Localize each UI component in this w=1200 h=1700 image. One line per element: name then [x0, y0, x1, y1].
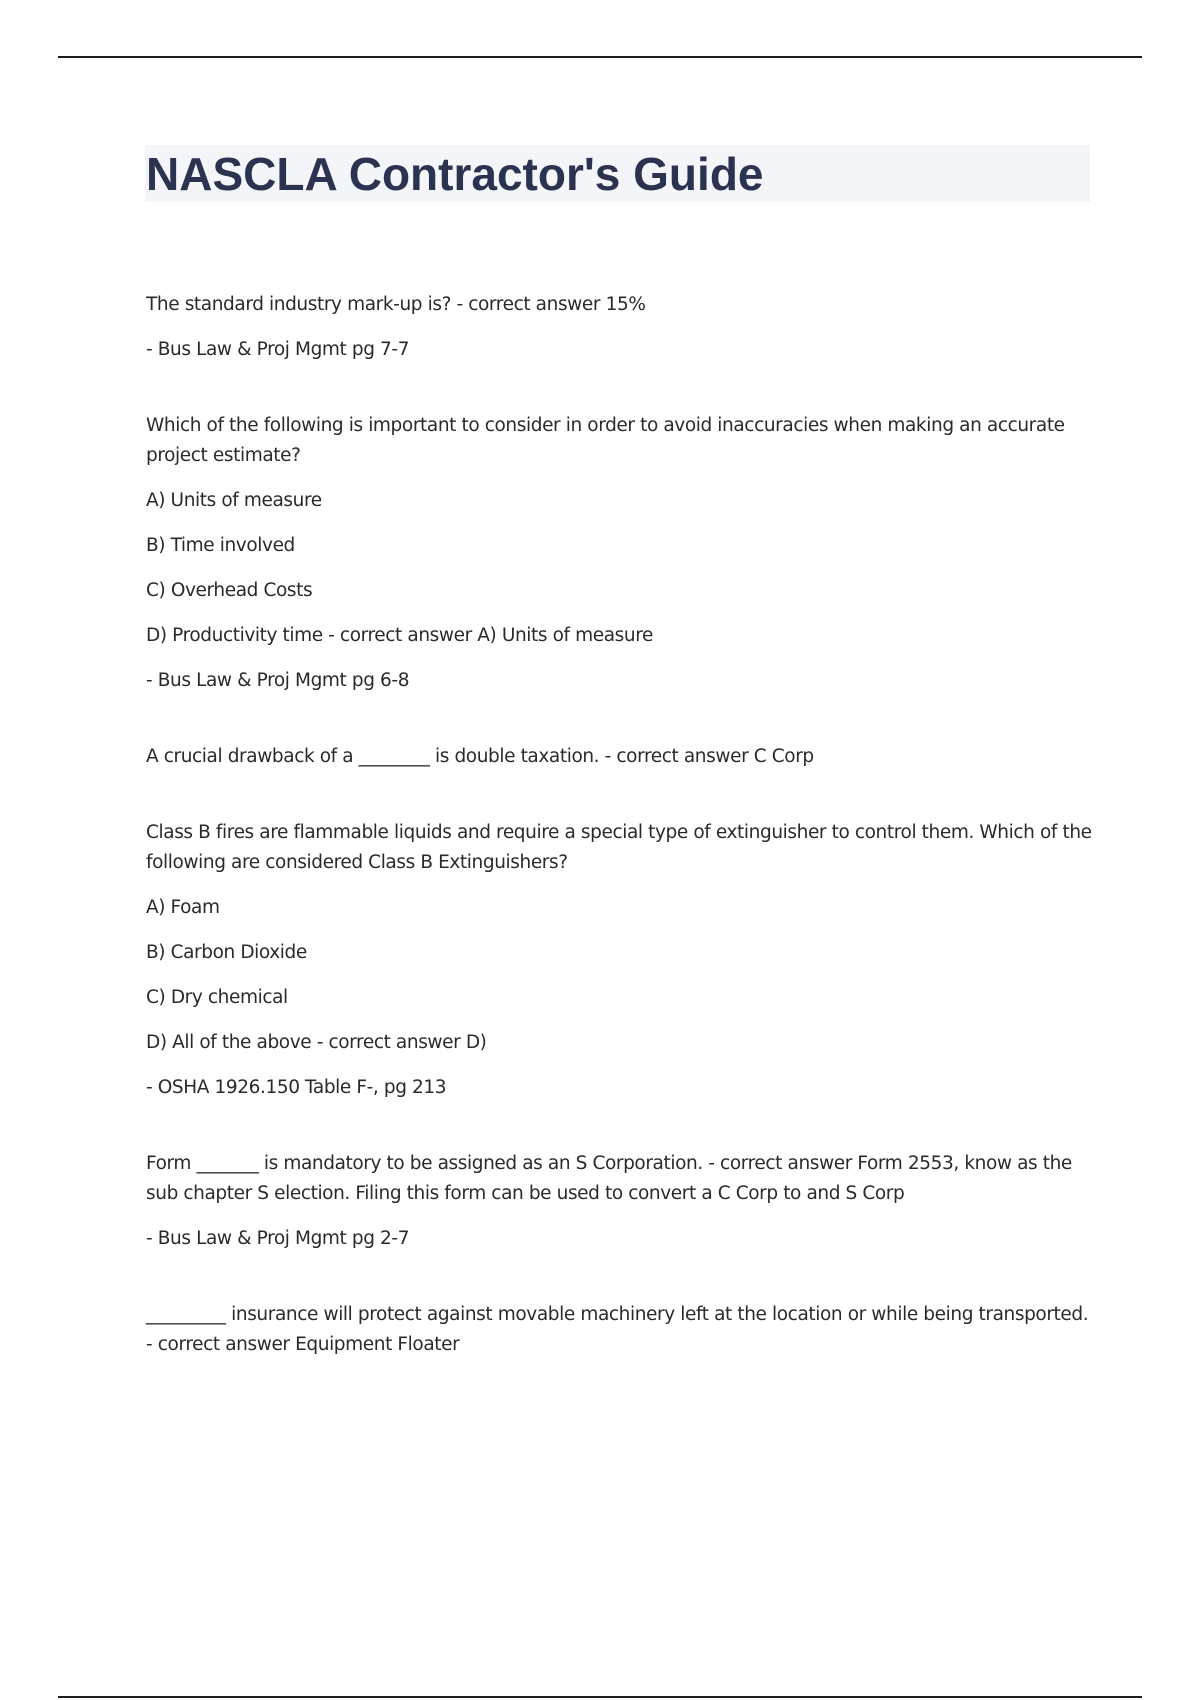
answer-option: D) All of the above - correct answer D): [146, 1032, 487, 1053]
answer-option: B) Time involved: [146, 535, 295, 556]
answer-option: C) Dry chemical: [146, 987, 288, 1008]
footer-rule: [58, 1696, 1142, 1698]
answer-option: B) Carbon Dioxide: [146, 942, 307, 963]
qa-block-2: [146, 411, 1096, 696]
reference-text: - Bus Law & Proj Mgmt pg 7-7: [146, 339, 410, 360]
qa-block-1: [146, 290, 1096, 365]
question-text: Form _______ is mandatory to be assigned as an S Corporation. - correct answer Form 2553, know as the sub chapter S election. Filing this form can be used to convert a C Corp to and S Corp: [146, 1153, 1072, 1204]
page-title: NASCLA Contractor's Guide: [146, 148, 764, 200]
question-text: _________ insurance will protect against movable machinery left at the location or while being transported. - correct answer Equipment Floater: [146, 1304, 1089, 1355]
qa-block-5: [146, 1149, 1096, 1254]
qa-block-3: [146, 742, 1096, 772]
qa-content: [146, 290, 1096, 1375]
answer-option: C) Overhead Costs: [146, 580, 313, 601]
reference-text: - Bus Law & Proj Mgmt pg 6-8: [146, 670, 410, 691]
question-text: The standard industry mark-up is? - correct answer 15%: [146, 294, 646, 315]
reference-text: - OSHA 1926.150 Table F-, pg 213: [146, 1077, 447, 1098]
reference-text: - Bus Law & Proj Mgmt pg 2-7: [146, 1228, 410, 1249]
qa-block-6: [146, 1300, 1096, 1360]
qa-block-4: [146, 818, 1096, 1103]
answer-option: A) Units of measure: [146, 490, 322, 511]
question-text: Which of the following is important to consider in order to avoid inaccuracies when making an accurate project estimate?: [146, 415, 1065, 466]
question-text: Class B fires are flammable liquids and require a special type of extinguisher to control them. Which of the following are considered Class B Extinguishers?: [146, 822, 1092, 873]
header-rule: [58, 56, 1142, 58]
answer-option: D) Productivity time - correct answer A) Units of measure: [146, 625, 654, 646]
answer-option: A) Foam: [146, 897, 220, 918]
question-text: A crucial drawback of a ________ is double taxation. - correct answer C Corp: [146, 746, 814, 767]
